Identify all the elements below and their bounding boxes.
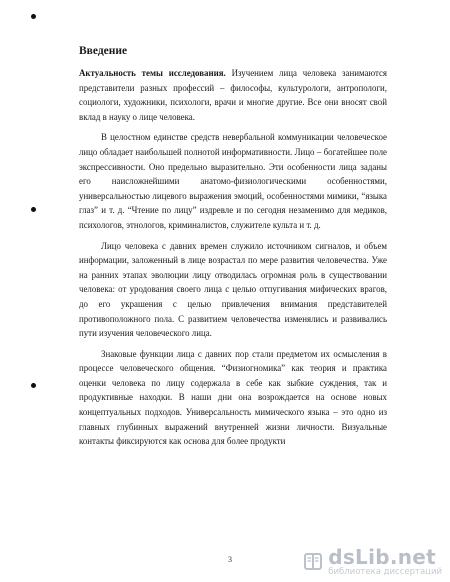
section-heading: Введение (79, 45, 128, 57)
page-number: 3 (228, 555, 232, 564)
margin-dot (31, 14, 36, 19)
paragraph-text: Изучением лица человека занимаются представители разных профессий – философы, культурологи, антропологи, социологи, художники, психологи, врачи и многие другие. Все они вносят свой вклад в науку о лице человека. (79, 68, 387, 122)
paragraph-lead: Актуальность темы исследования. (79, 68, 226, 78)
paragraph-physiognomy: Знаковые функции лица с давних пор стали предметом их осмысления в процессе человеческого общения. “Физиогномика” как теория и практика оценки человека по лицу содержала в себе как зыбкие суждения, так и продуктивные находки. В наши дни она возрождается на основе новых концептуальных подходов. Универсальность мимического языка – это одно из главных глубинных выражений внутренней жизни личности. Визуальные контакты фиксируются как основа для более продукти (79, 348, 387, 447)
watermark-text (328, 544, 442, 577)
book-icon (302, 550, 324, 572)
watermark (302, 544, 442, 577)
margin-dot (31, 383, 36, 388)
paragraph-face-history: Лицо человека с давних времен служило источником сигналов, и объем информации, заложенный в лице возрастал по мере развития человечества. Уже на ранних этапах эволюции лицу отводилась огромная роль в существовании человека: от уродования своего лица с целью отпугивания мифических врагов, до его украшения с целью привлечения внимания представителей противоположного пола. С развитием человечества изменялись и развивались пути изучения человеческого лица. (79, 240, 387, 339)
watermark-logo: dsLib.net (328, 544, 437, 569)
paragraph-relevance (79, 66, 387, 124)
watermark-subtitle: библиотека диссертаций (328, 566, 442, 577)
paragraph-face-informativeness: В целостном единстве средств невербальной коммуникации человеческое лицо обладает наибольшей полнотой информативности. Лицо – богатейшее поле экспрессивности. Оно предельно выразительно. Эти особенности лица заданы его наисложнейшими анатомо-физиологическими особенностями, универсальностью лицевого выражения эмоций, особенностями мимики, “языка глаз” и т. д. “Чтение по лицу” издревле и по сегодня незаменимо для медиков, психологов, этнологов, криминалистов, служителе культа и т. д. (79, 132, 387, 230)
margin-dot (31, 207, 36, 212)
document-body (79, 44, 387, 455)
